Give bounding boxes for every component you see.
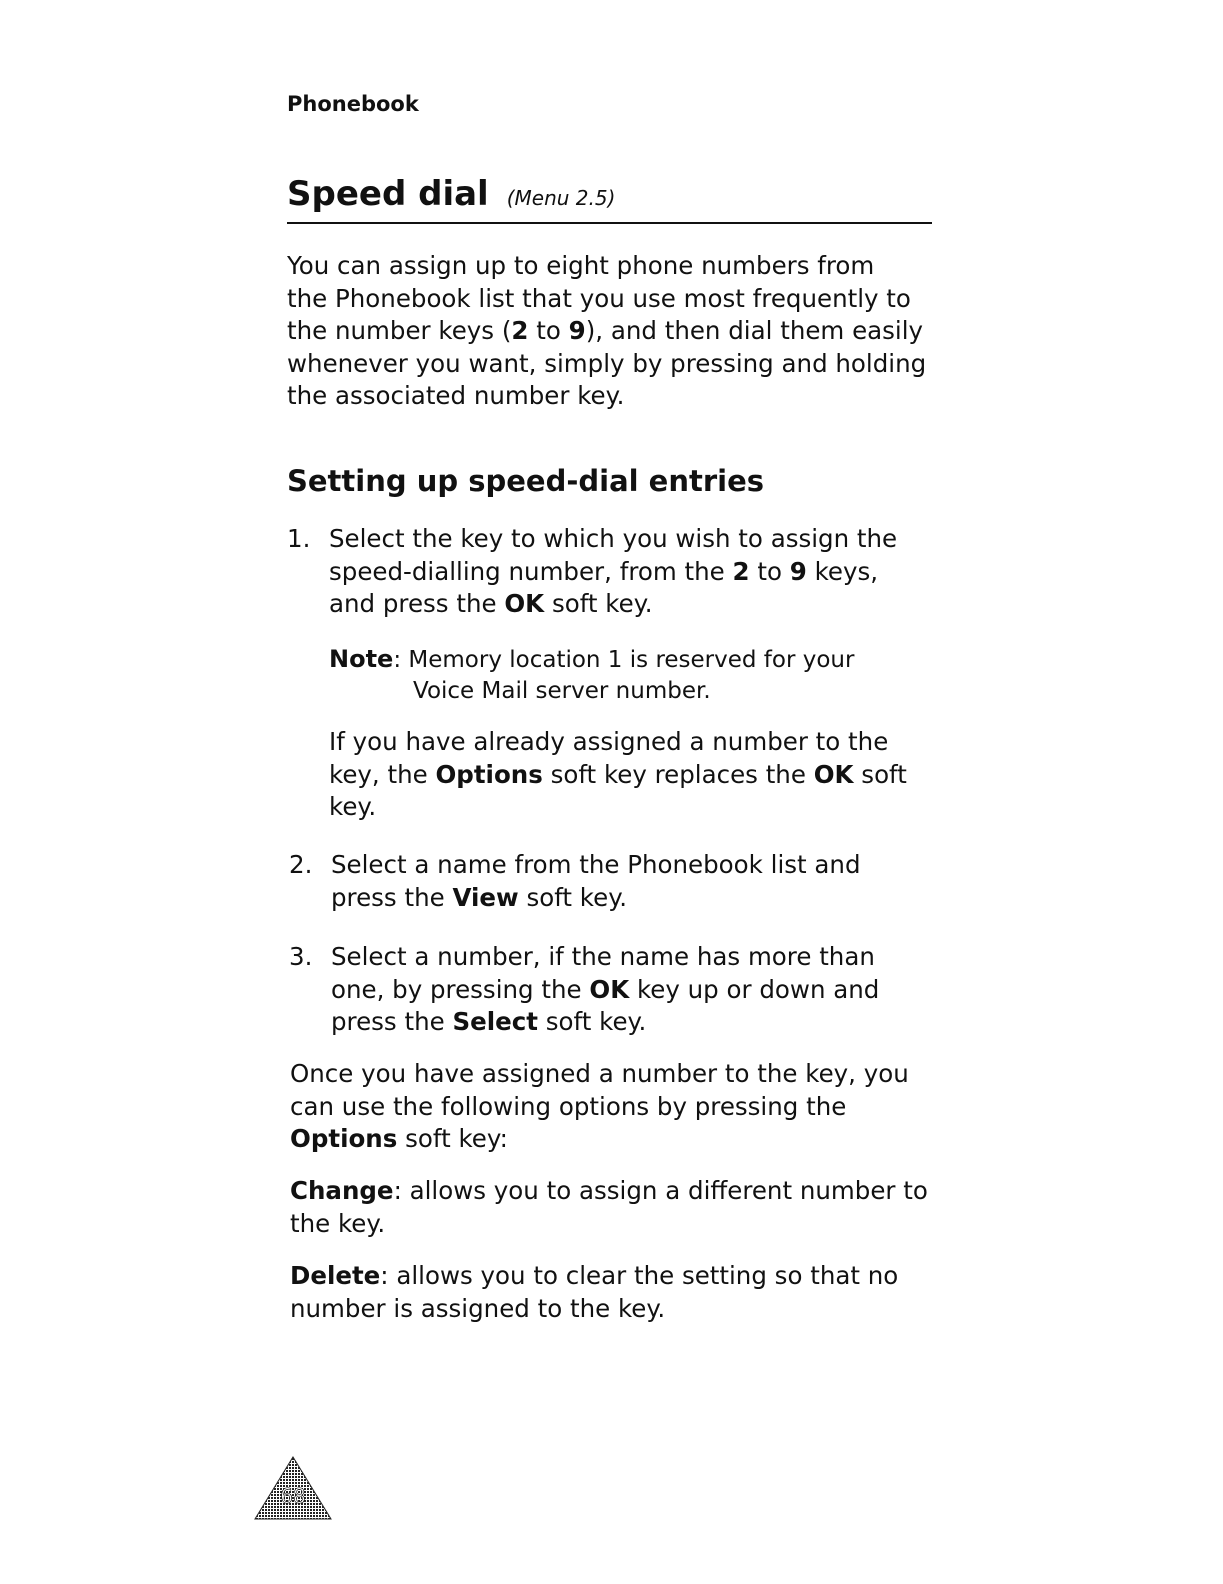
options-intro-paragraph: Once you have assigned a number to the key, you can use the following options by pressing the Options soft key: [290,1059,909,1153]
note-label: Note [329,645,394,673]
step-number: 1. [287,524,311,553]
step-2: Select a name from the Phonebook list and press the View soft key. [331,850,861,912]
option-label: Change [290,1176,394,1205]
page-number: 68 [280,1484,306,1508]
note: Note: Memory location 1 is reserved for your [329,645,855,673]
intro-line: You can assign up to eight phone numbers from [287,251,875,280]
step-number: 3. [289,942,313,971]
menu-reference: (Menu 2.5) [506,186,616,210]
option-label: Delete [290,1261,381,1290]
intro-line: the associated number key. [287,381,625,410]
note-text: Memory location 1 is reserved for your [408,647,855,673]
step-number: 2. [289,850,313,879]
page-triangle-icon [253,1455,333,1521]
intro-paragraph [287,250,947,413]
option-delete: Delete: allows you to clear the setting so that no number is assigned to the key. [290,1261,899,1323]
page-number-badge [253,1455,333,1521]
options-note: If you have already assigned a number to the key, the Options soft key replaces the OK soft key. [329,727,907,821]
intro-line: whenever you want, simply by pressing and holding [287,348,927,378]
step-3: Select a number, if the name has more than one, by pressing the OK key up or down and press the Select soft key. [331,942,880,1036]
subheading: Setting up speed-dial entries [287,464,765,498]
intro-line: the Phonebook list that you use most frequently to [287,283,911,313]
step-1: Select the key to which you wish to assign the speed-dialling number, from the 2 to 9 keys, and press the OK soft key. [329,524,898,618]
page-title: Speed dial [287,174,489,214]
intro-line: the number keys (2 to 9), and then dial them easily [287,316,924,345]
page-title-row [287,174,932,224]
note-text: Voice Mail server number. [413,678,711,704]
option-change: Change: allows you to assign a different number to the key. [290,1176,928,1238]
section-header: Phonebook [287,92,419,116]
